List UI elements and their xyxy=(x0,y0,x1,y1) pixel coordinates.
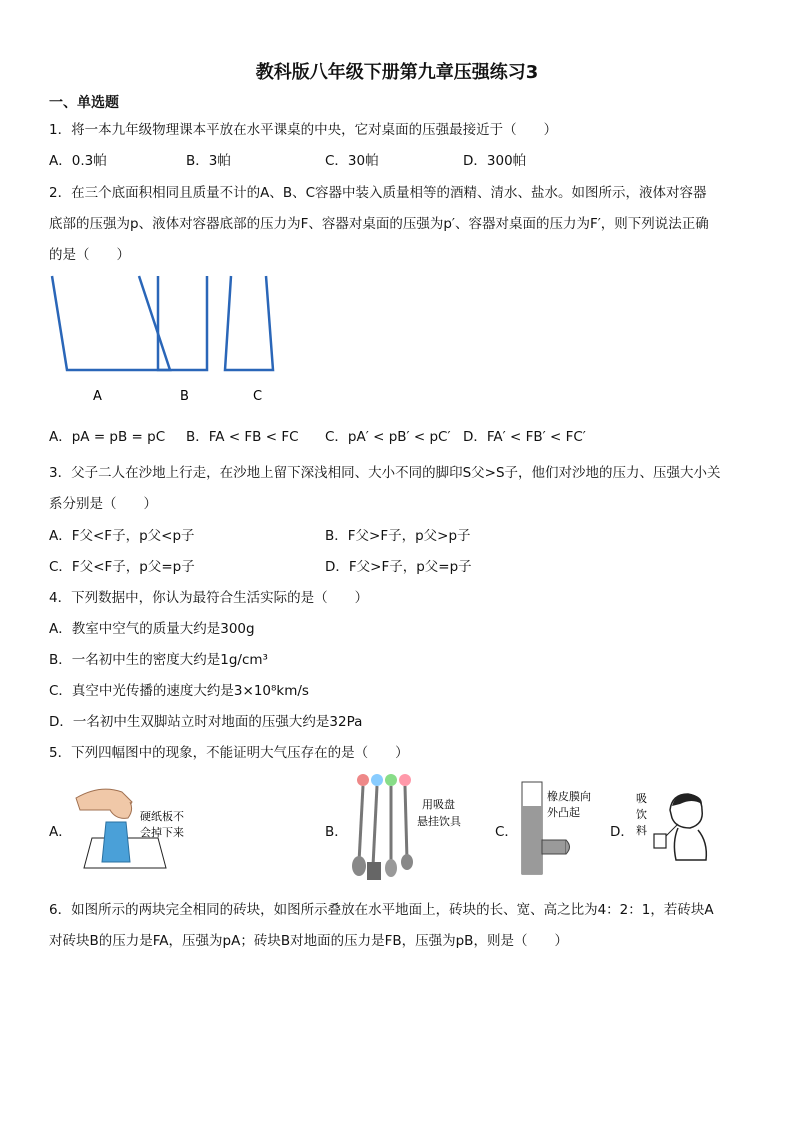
q1-option-b[interactable]: B．3帕 xyxy=(186,153,231,169)
q4-option-d[interactable]: D．一名初中生双脚站立时对地面的压强大约是32Pa xyxy=(49,714,363,730)
q5-caption-d-line2: 饮 xyxy=(636,808,647,821)
container-label-b: B xyxy=(180,389,189,404)
q3-option-c[interactable]: C．F父<F子，p父=p子 xyxy=(49,559,195,575)
q5-caption-c-line1: 橡皮膜向 xyxy=(547,790,591,803)
q3-option-d[interactable]: D．F父>F子，p父=p子 xyxy=(325,559,472,575)
section-heading: 一、单选题 xyxy=(49,95,119,111)
q2-containers-figure xyxy=(45,272,285,407)
q3-stem-line2: 系分别是（ ） xyxy=(49,496,157,512)
q5-caption-b-line2: 悬挂饮具 xyxy=(417,815,461,828)
q5-option-d[interactable]: D． xyxy=(610,824,634,840)
q5-caption-d-line1: 吸 xyxy=(636,792,647,805)
q2-option-d[interactable]: D．FA′ < FB′ < FC′ xyxy=(463,429,586,445)
q5-option-c[interactable]: C． xyxy=(495,824,518,840)
q3-option-a[interactable]: A．F父<F子，p父<p子 xyxy=(49,528,195,544)
q5-caption-a-line1: 硬纸板不 xyxy=(140,810,184,823)
q2-stem-line1: 2．在三个底面积相同且质量不计的A、B、C容器中装入质量相等的酒精、清水、盐水。如图所示，液体对容器 xyxy=(49,185,707,201)
container-a xyxy=(52,276,170,370)
q4-stem: 4．下列数据中，你认为最符合生活实际的是（ ） xyxy=(49,590,369,606)
q3-option-b[interactable]: B．F父>F子，p父>p子 xyxy=(325,528,471,544)
q1-option-d[interactable]: D．300帕 xyxy=(463,153,527,169)
q5-option-a[interactable]: A． xyxy=(49,824,72,840)
q2-option-c[interactable]: C．pA′ < pB′ < pC′ xyxy=(325,429,451,445)
q5-caption-d-line3: 料 xyxy=(636,824,647,837)
q1-option-a[interactable]: A．0.3帕 xyxy=(49,153,107,169)
q5-figure-c-rubber-membrane xyxy=(515,778,615,878)
q5-caption-b-line1: 用吸盘 xyxy=(422,798,455,811)
page-title: 教科版八年级下册第九章压强练习3 xyxy=(255,62,539,83)
q5-caption-a-line2: 会掉下来 xyxy=(140,826,184,839)
q3-stem-line1: 3．父子二人在沙地上行走，在沙地上留下深浅相同、大小不同的脚印S父>S子，他们对沙地的压力、压强大小关 xyxy=(49,465,721,481)
q5-stem: 5．下列四幅图中的现象，不能证明大气压存在的是（ ） xyxy=(49,745,409,761)
q4-option-b[interactable]: B．一名初中生的密度大约是1g/cm³ xyxy=(49,652,268,668)
container-label-c: C xyxy=(253,389,263,404)
q5-option-b[interactable]: B． xyxy=(325,824,348,840)
container-c xyxy=(225,276,273,370)
q1-option-c[interactable]: C．30帕 xyxy=(325,153,379,169)
container-label-a: A xyxy=(93,389,102,404)
q2-option-a[interactable]: A．pA = pB = pC xyxy=(49,429,166,445)
q1-stem: 1．将一本九年级物理课本平放在水平课桌的中央，它对桌面的压强最接近于（ ） xyxy=(49,122,558,138)
q6-stem-line1: 6．如图所示的两块完全相同的砖块，如图所示叠放在水平地面上，砖块的长、宽、高之比为4：2：1，若砖块A xyxy=(49,902,714,918)
q4-option-c[interactable]: C．真空中光传播的速度大约是3×10⁸km/s xyxy=(49,683,309,699)
q2-option-b[interactable]: B．FA < FB < FC xyxy=(186,429,299,445)
q6-stem-line2: 对砖块B的压力是FA，压强为pA；砖块B对地面的压力是FB，压强为pB，则是（ ） xyxy=(49,933,568,949)
q5-figure-d-drinking-boy xyxy=(632,786,722,866)
q5-figure-a-paper-cup xyxy=(70,780,200,875)
q4-option-a[interactable]: A．教室中空气的质量大约是300g xyxy=(49,621,255,637)
q2-stem-line2: 底部的压强为p、液体对容器底部的压力为F、容器对桌面的压强为p′、容器对桌面的压力为F′，则下列说法正确 xyxy=(49,216,709,232)
q5-figure-b-suction-hooks xyxy=(345,770,475,885)
q2-stem-line3: 的是（ ） xyxy=(49,247,130,263)
q5-caption-c-line2: 外凸起 xyxy=(547,806,580,819)
